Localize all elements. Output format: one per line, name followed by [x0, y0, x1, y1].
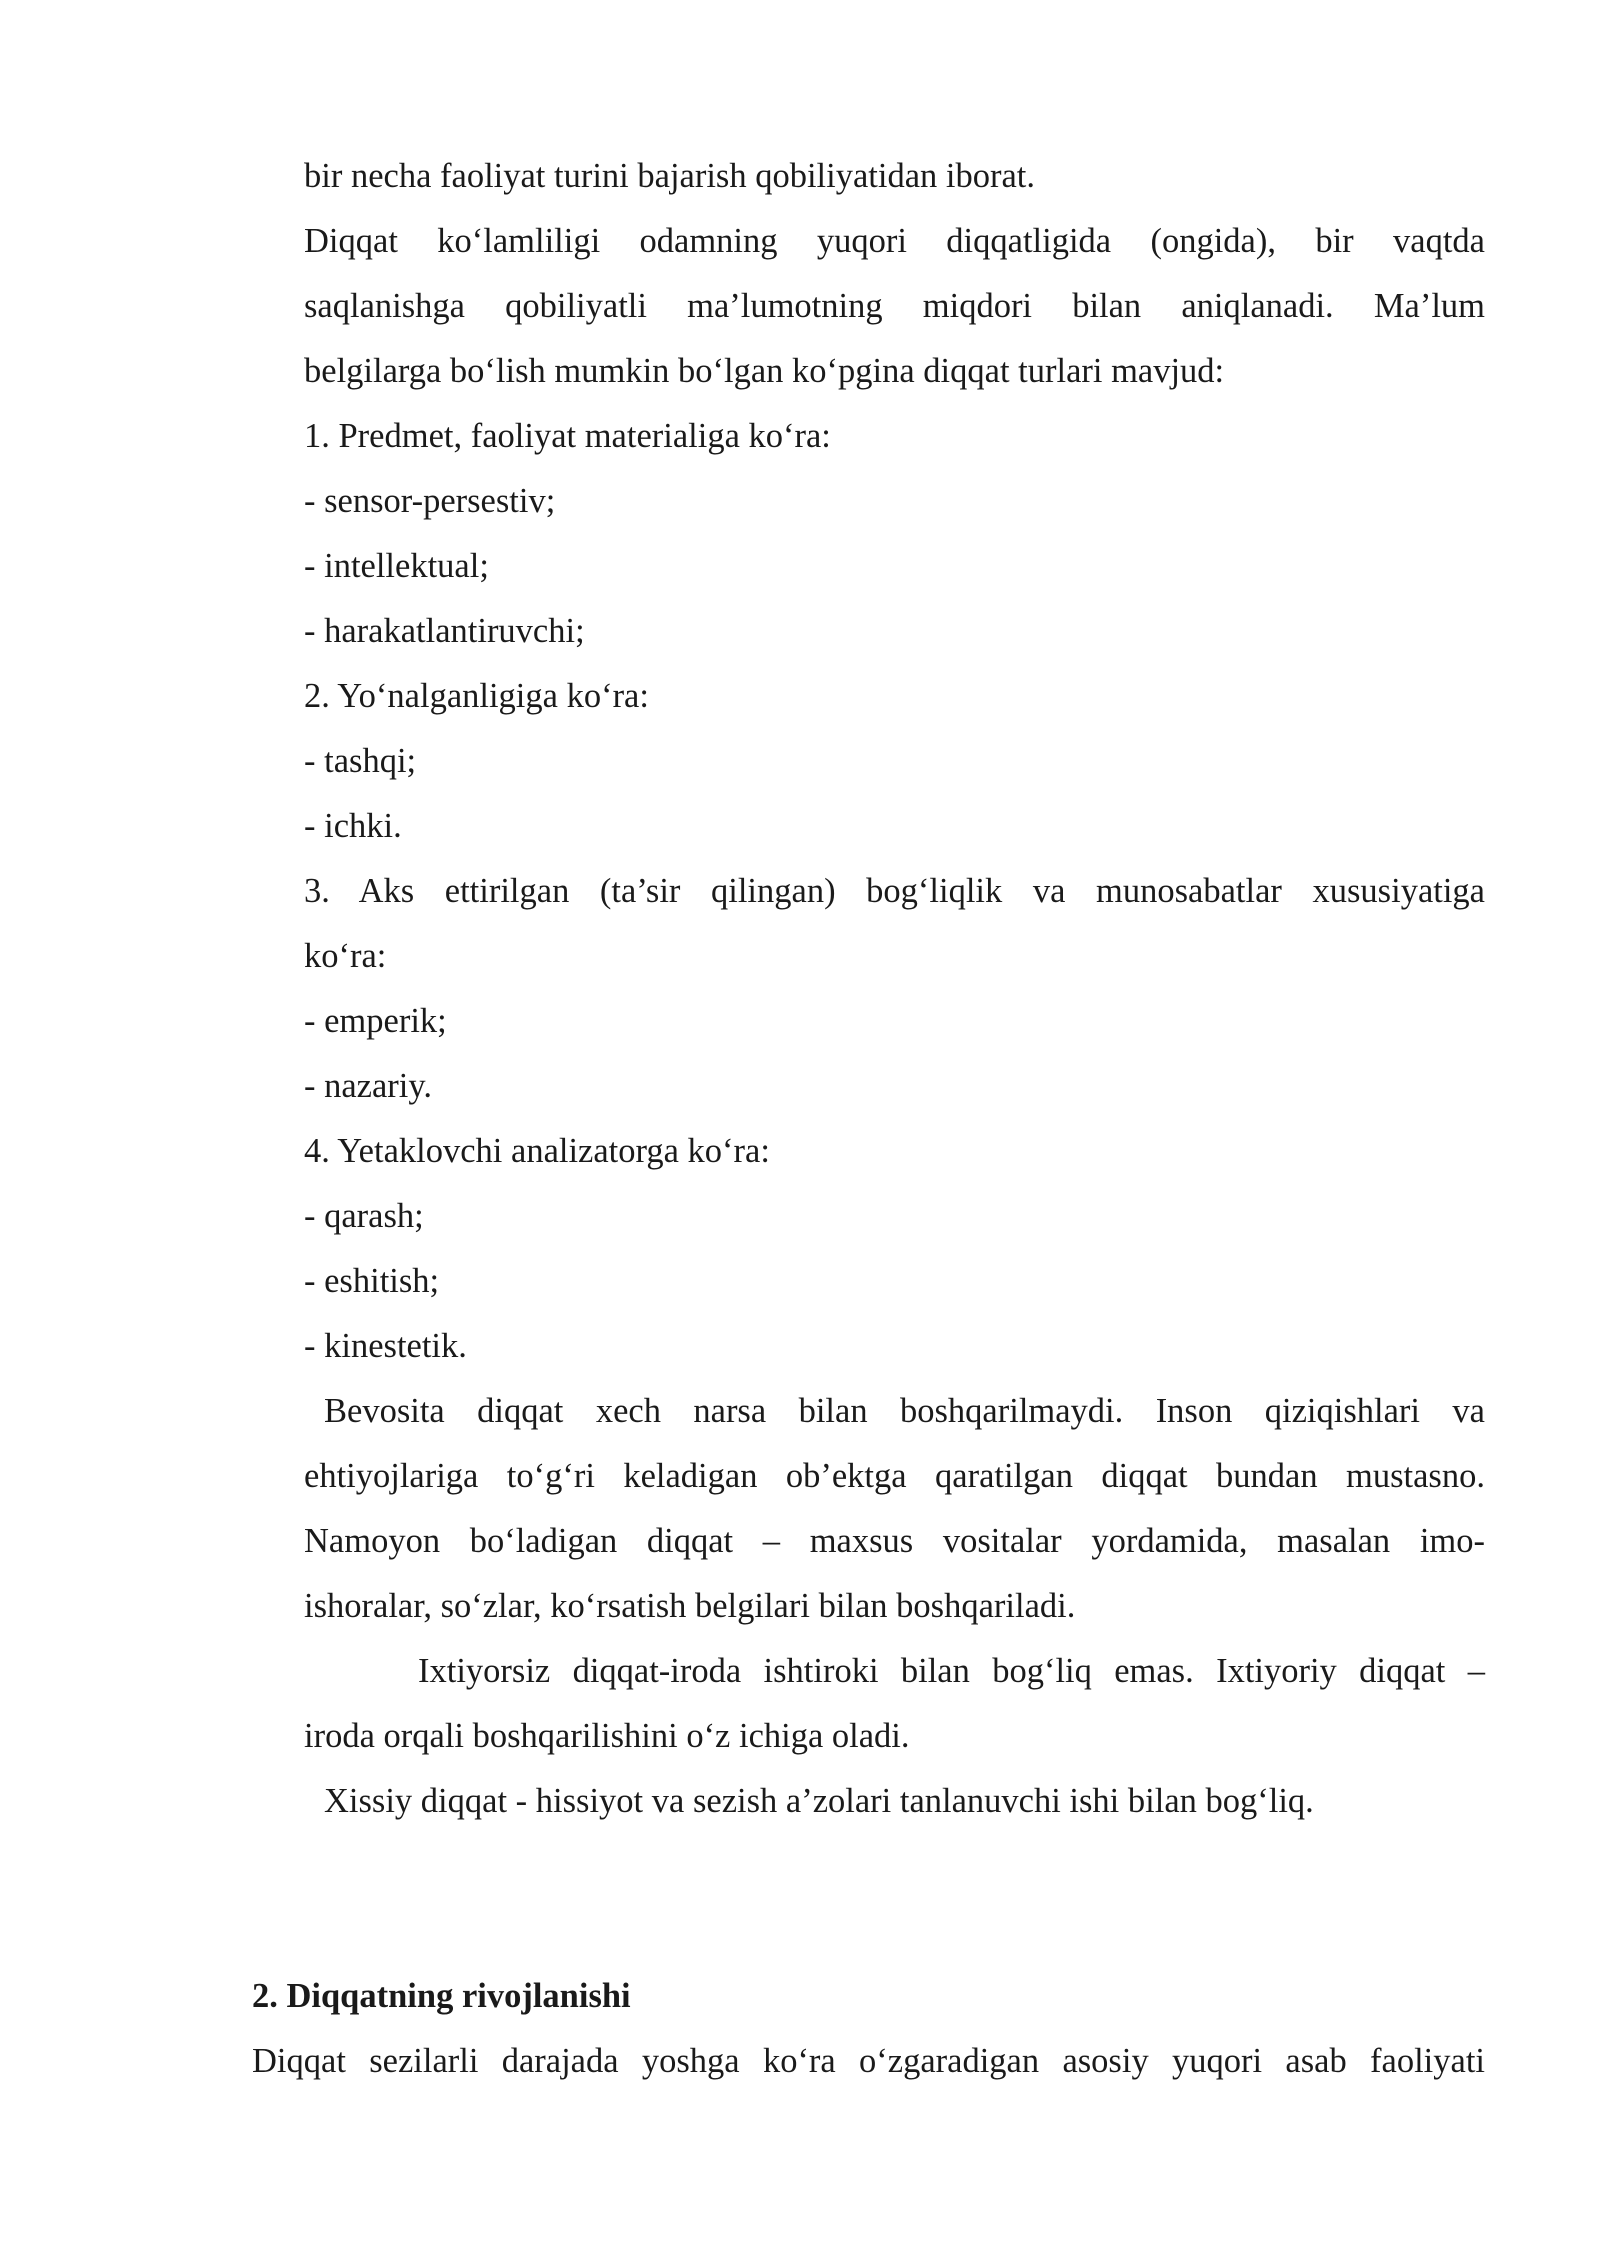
paragraph-line: Xissiy diqqat - hissiyot va sezish a’zolari tanlanuvchi ishi bilan bog‘liq. [324, 1782, 1314, 1820]
list-item: - emperik; [304, 1002, 447, 1040]
paragraph-line: Diqqat ko‘lamliligi odamning yuqori diqqatligida (ongida), bir vaqtda [304, 222, 1485, 260]
list-item: - tashqi; [304, 742, 417, 780]
paragraph-line: belgilarga bo‘lish mumkin bo‘lgan ko‘pgina diqqat turlari mavjud: [304, 352, 1225, 390]
list-heading: 1. Predmet, faoliyat materialiga ko‘ra: [304, 417, 831, 455]
list-item: - nazariy. [304, 1067, 433, 1105]
list-item: - sensor-persestiv; [304, 482, 556, 520]
list-item: - ichki. [304, 807, 402, 845]
list-heading: ko‘ra: [304, 937, 387, 975]
paragraph-line: Diqqat sezilarli darajada yoshga ko‘ra o‘zgaradigan asosiy yuqori asab faoliyati [252, 2042, 1485, 2080]
paragraph-line: Bevosita diqqat xech narsa bilan boshqarilmaydi. Inson qiziqishlari va [324, 1392, 1485, 1430]
paragraph-line: Namoyon bo‘ladigan diqqat – maxsus vositalar yordamida, masalan imo- [304, 1522, 1485, 1560]
list-item: - harakatlantiruvchi; [304, 612, 585, 650]
paragraph-line: iroda orqali boshqarilishini o‘z ichiga oladi. [304, 1717, 910, 1755]
list-item: - kinestetik. [304, 1327, 467, 1365]
paragraph-line: saqlanishga qobiliyatli ma’lumotning miqdori bilan aniqlanadi. Ma’lum [304, 287, 1485, 325]
section-heading: 2. Diqqatning rivojlanishi [252, 1977, 631, 2015]
list-item: - qarash; [304, 1197, 424, 1235]
paragraph-line: ehtiyojlariga to‘g‘ri keladigan ob’ektga qaratilgan diqqat bundan mustasno. [304, 1457, 1485, 1495]
paragraph-line: bir necha faoliyat turini bajarish qobiliyatidan iborat. [304, 157, 1035, 195]
paragraph-line: ishoralar, so‘zlar, ko‘rsatish belgilari bilan boshqariladi. [304, 1587, 1076, 1625]
list-item: - eshitish; [304, 1262, 440, 1300]
list-heading: 3. Aks ettirilgan (ta’sir qilingan) bog‘liqlik va munosabatlar xususiyatiga [304, 872, 1485, 910]
list-heading: 4. Yetaklovchi analizatorga ko‘ra: [304, 1132, 770, 1170]
list-heading: 2. Yo‘nalganligiga ko‘ra: [304, 677, 649, 715]
list-item: - intellektual; [304, 547, 489, 585]
paragraph-line: Ixtiyorsiz diqqat-iroda ishtiroki bilan bog‘liq emas. Ixtiyoriy diqqat – [418, 1652, 1485, 1690]
